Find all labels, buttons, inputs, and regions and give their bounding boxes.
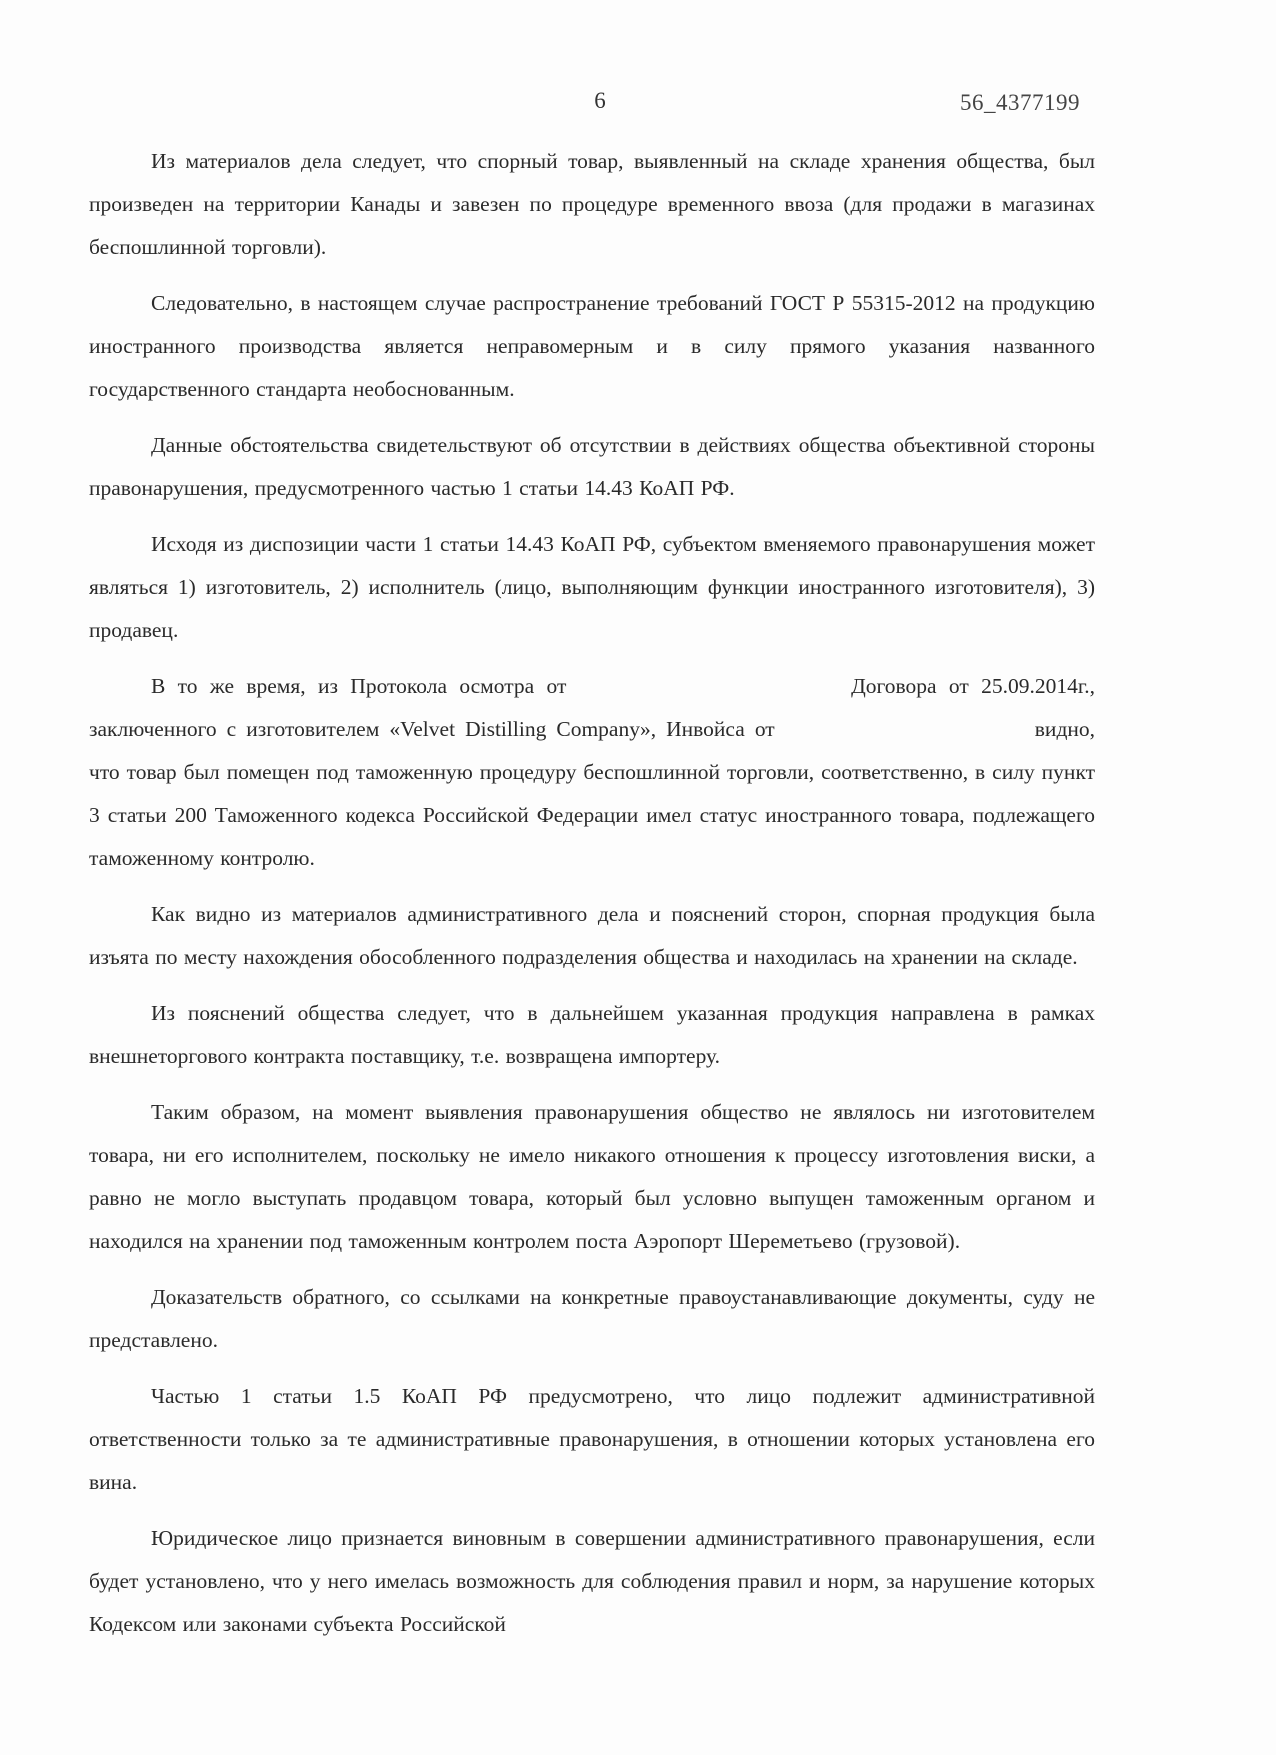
document-body xyxy=(89,140,1095,1646)
page-number: 6 xyxy=(594,88,606,113)
paragraph-7: Из пояснений общества следует, что в дальнейшем указанная продукция направлена в рамках внешнеторгового контракта поставщику, т.е. возвращена импортеру. xyxy=(89,1001,1095,1068)
paragraph-6: Как видно из материалов административного дела и пояснений сторон, спорная продукция была изъята по месту нахождения обособленного подразделения общества и находилась на хранении на складе. xyxy=(89,902,1095,969)
redacted-area xyxy=(579,692,839,693)
paragraph-4: Исходя из диспозиции части 1 статьи 14.43 КоАП РФ, субъектом вменяемого правонарушения может являться 1) изготовитель, 2) исполнитель (лицо, выполняющим функции иностранного изготовителя), 3) продавец. xyxy=(89,532,1095,642)
document-id: 56_4377199 xyxy=(960,90,1080,115)
paragraph-9: Доказательств обратного, со ссылками на конкретные правоустанавливающие документы, суду не представлено. xyxy=(89,1285,1095,1352)
paragraph-2: Следовательно, в настоящем случае распространение требований ГОСТ Р 55315-2012 на продукцию иностранного производства является неправомерным и в силу прямого указания названного государственного стандарта необоснованным. xyxy=(89,291,1095,401)
paragraph-10: Частью 1 статьи 1.5 КоАП РФ предусмотрено, что лицо подлежит административной ответственности только за те административные правонарушения, в отношении которых установлена его вина. xyxy=(89,1384,1095,1494)
paragraph-5-part-1: В то же время, из Протокола осмотра от xyxy=(151,674,567,698)
paragraph-11: Юридическое лицо признается виновным в совершении административного правонарушения, если будет установлено, что у него имелась возможность для соблюдения правил и норм, за нарушение которых Кодексом или законами субъекта Российской xyxy=(89,1526,1095,1636)
paragraph-1: Из материалов дела следует, что спорный товар, выявленный на складе хранения общества, был произведен на территории Канады и завезен по процедуре временного ввоза (для продажи в магазинах беспошлинной торговли). xyxy=(89,149,1095,259)
redacted-area xyxy=(785,735,1025,736)
paragraph-5-part-2: Договора от 25.09.2014г., заключенного с изготовителем «Velvet Distilling Company», Инвойса от xyxy=(89,674,1096,741)
paragraph-5 xyxy=(89,665,1095,880)
paragraph-8: Таким образом, на момент выявления правонарушения общество не являлось ни изготовителем товара, ни его исполнителем, поскольку не имело никакого отношения к процессу изготовления виски, а равно не могло выступать продавцом товара, который был условно выпущен таможенным органом и находился на хранении под таможенным контролем поста Аэропорт Шереметьево (грузовой). xyxy=(89,1100,1095,1253)
paragraph-5-part-3: видно, что товар был помещен под таможенную процедуру беспошлинной торговли, соответственно, в силу пункт 3 статьи 200 Таможенного кодекса Российской Федерации имел статус иностранного товара, подлежащего таможенному контролю. xyxy=(89,717,1096,870)
paragraph-3: Данные обстоятельства свидетельствуют об отсутствии в действиях общества объективной стороны правонарушения, предусмотренного частью 1 статьи 14.43 КоАП РФ. xyxy=(89,433,1095,500)
